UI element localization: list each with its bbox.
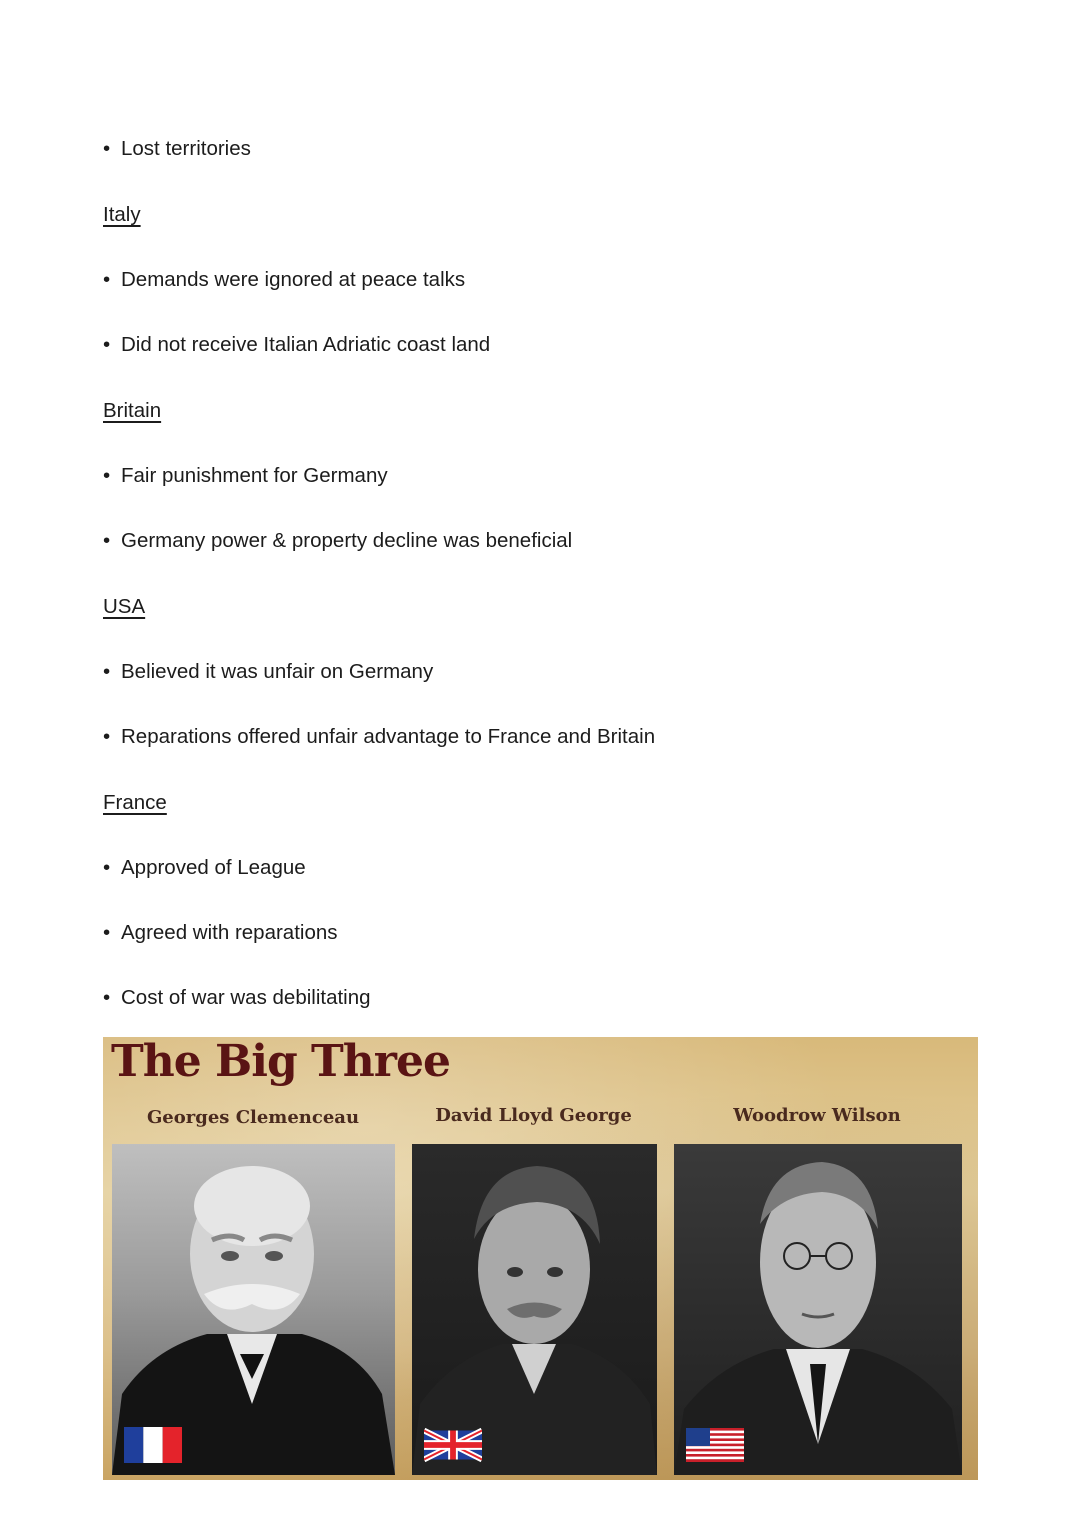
bullet-text: Demands were ignored at peace talks (121, 268, 466, 291)
usa-flag-icon (686, 1427, 744, 1463)
bullet-text: Approved of League (121, 856, 306, 879)
bullet-marker: • (103, 986, 111, 1009)
bullet-marker: • (103, 725, 111, 748)
section-heading-france: France (103, 791, 167, 814)
big-three-image (103, 1037, 978, 1480)
uk-flag-icon (424, 1427, 482, 1463)
bullet-text: Reparations offered unfair advantage to France and Britain (121, 725, 656, 748)
bullet-text: Did not receive Italian Adriatic coast land (121, 333, 491, 356)
bullet-text: Agreed with reparations (121, 921, 338, 944)
portrait-wilson-drawing (674, 1144, 962, 1475)
portrait-lloyd-george-drawing (412, 1144, 657, 1475)
bullet-marker: • (103, 268, 111, 291)
bullet-marker: • (103, 660, 111, 683)
france-flag-icon (124, 1427, 182, 1463)
bullet-text: Germany power & property decline was beneficial (121, 529, 573, 552)
image-title: The Big Three (111, 1037, 450, 1087)
bullet-marker: • (103, 137, 111, 160)
bullet-text: Cost of war was debilitating (121, 986, 371, 1009)
bullet-marker: • (103, 529, 111, 552)
bullet-marker: • (103, 333, 111, 356)
person-name-lloyd-george: David Lloyd George (435, 1105, 632, 1126)
portrait-clemenceau-drawing (112, 1144, 395, 1475)
bullet-marker: • (103, 856, 111, 879)
section-heading-italy: Italy (103, 203, 141, 226)
bullet-text: Fair punishment for Germany (121, 464, 388, 487)
portrait-clemenceau (112, 1144, 395, 1475)
bullet-text: Believed it was unfair on Germany (121, 660, 434, 683)
bullet-marker: • (103, 921, 111, 944)
person-name-clemenceau: Georges Clemenceau (146, 1107, 360, 1128)
portrait-lloyd-george (412, 1144, 657, 1475)
section-heading-usa: USA (103, 595, 146, 618)
bullet-text: Lost territories (121, 137, 251, 160)
section-heading-britain: Britain (103, 399, 162, 422)
portrait-wilson (674, 1144, 962, 1475)
person-name-wilson: Woodrow Wilson (733, 1105, 901, 1126)
bullet-marker: • (103, 464, 111, 487)
